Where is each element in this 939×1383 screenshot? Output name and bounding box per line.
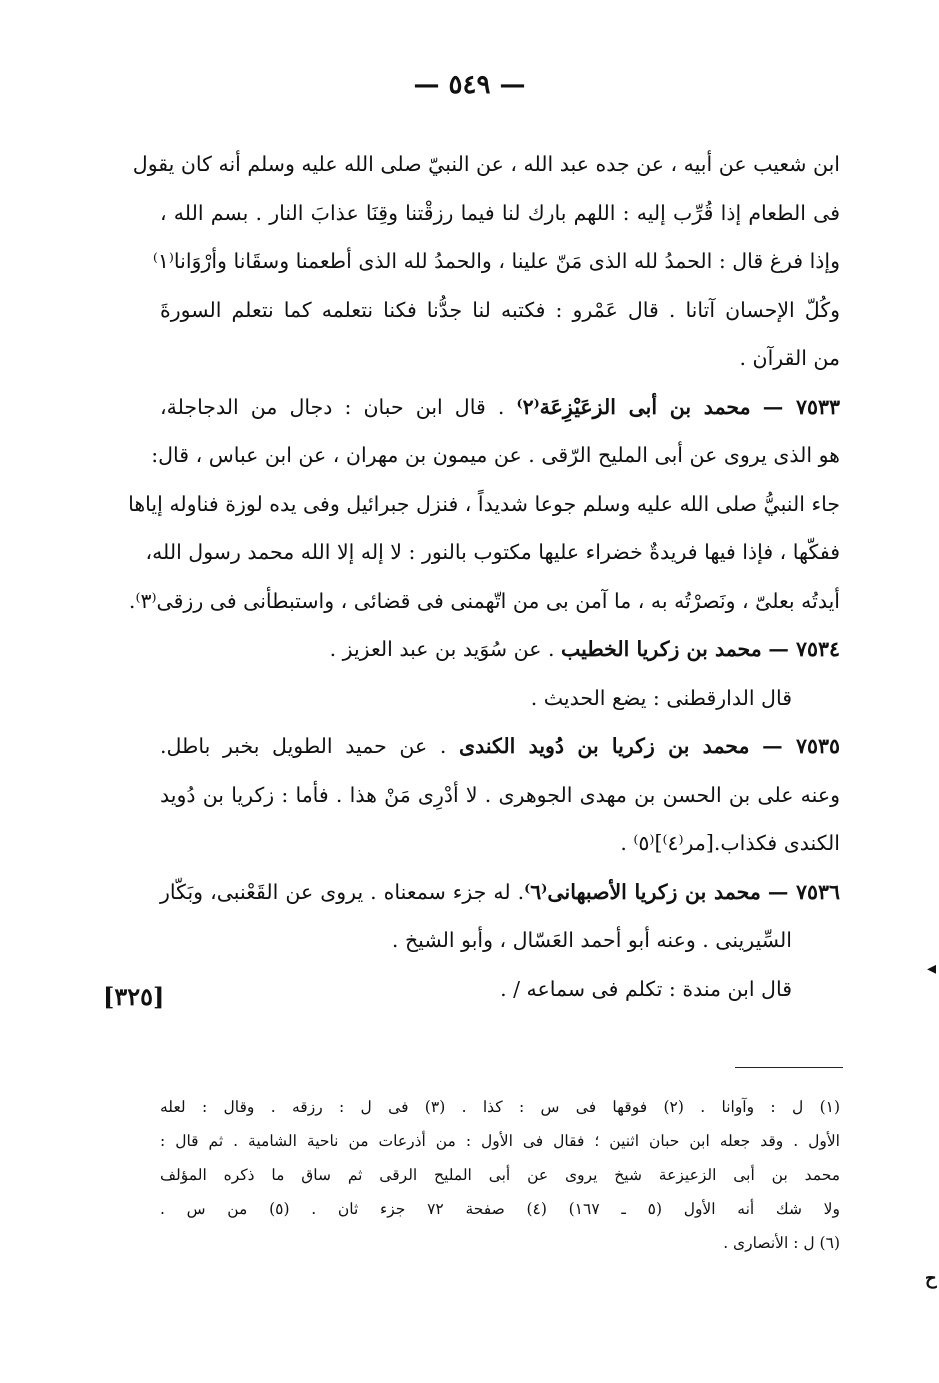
entry-number: ٧٥٣٤ — <box>768 637 840 661</box>
entry-name: محمد بن زكريا الخطيب <box>561 637 762 661</box>
line-text: . عن حميد الطويل بخبر باطل. <box>160 734 460 758</box>
entry-number: ٧٥٣٦ — <box>767 879 840 904</box>
line-text: الكندى فكذاب.[مر⁽٤⁾]⁽٥⁾ . <box>620 831 840 855</box>
footnote-line: الأول . وقد جعله ابن حبان اثنين ؛ فقال فى الأول : من أذرعات من ناحية الشامية . ثم قال : <box>160 1132 840 1150</box>
text-line <box>160 916 840 965</box>
margin-mark-arrow: ◂ <box>927 958 937 979</box>
entry-name: محمد بن زكريا بن دُويد الكندى <box>459 734 750 758</box>
text-line <box>160 286 840 335</box>
footnote-line: (٦) ل : الأنصارى . <box>723 1234 840 1252</box>
line-text: وإذا فرغ قال : الحمدُ لله الذى مَنّ علينا ، والحمدُ لله الذى أطعمنا وسقَانا وأرْوَانا⁽١⁾ <box>152 249 840 273</box>
text-line <box>151 431 840 480</box>
text-line <box>160 334 840 383</box>
text-line <box>145 528 840 577</box>
margin-page-reference: [٣٢٥] <box>103 982 165 1011</box>
page-number: — ٥٤٩ — <box>413 70 526 100</box>
line-text: وكُلّ الإحسان آتانا . قال عَمْرو : فكتبه لنا جدُّنا فكنا نتعلمه كما نتعلم السورةَ <box>160 297 840 322</box>
footnote-line: ولا شك أنه الأول (٥ ـ ١٦٧) (٤) صفحة ٧٢ جزء ثان . (٥) من س . <box>160 1200 841 1218</box>
entry-heading-line <box>160 868 840 917</box>
entry-name: محمد بن زكريا الأصبهانى⁽٦⁾ <box>524 879 761 904</box>
line-text: قال ابن مندة : تكلم فى سماعه / . <box>500 976 792 1001</box>
entry-heading-line <box>160 722 840 771</box>
line-text: وعنه على بن الحسن بن مهدى الجوهرى . لا أدْرِى مَنْ هذا . فأما : زكريا بن دُويد <box>160 782 840 807</box>
text-line <box>160 965 840 1014</box>
text-line <box>128 577 840 626</box>
text-line <box>160 771 840 820</box>
text-line <box>128 480 840 529</box>
line-text: السِّيرينى . وعنه أبو أحمد العَسّال ، وأبو الشيخ . <box>391 928 792 952</box>
text-line <box>132 140 840 189</box>
line-text: جاء النبيُّ صلى الله عليه وسلم جوعا شديداً ، فنزل جبرائيل وفى يده لوزة فناوله إياها <box>128 491 840 516</box>
line-text: . له جزء سمعناه . يروى عن القَعْنبى، وبَكّار <box>160 879 525 904</box>
text-line <box>160 674 840 723</box>
text-line <box>160 819 840 868</box>
footnote-line: محمد بن أبى الزعيزعة شيخ يروى عن أبى المليح الرقى ثم ساق ما ذكره المؤلف <box>160 1166 840 1184</box>
line-text: ففكّها ، فإذا فيها فريدةٌ خضراء عليها مكتوب بالنور : لا إله إلا الله محمد رسول الله، <box>145 540 840 564</box>
line-text: . عن سُوَيد بن عبد العزيز . <box>329 637 561 661</box>
text-line <box>160 189 840 238</box>
footnote-line: (١) ل : وآوانا . (٢) فوقها فى س : كذا . (٣) فى ل : رزقه . وقال : لعله <box>160 1098 841 1116</box>
entry-name: محمد بن أبى الزعَيْزِعَة⁽٢⁾ <box>516 394 751 419</box>
footnotes <box>160 1090 840 1260</box>
entry-number: ٧٥٣٣ — <box>762 394 840 419</box>
text-line <box>152 237 840 286</box>
line-text: أيدتُه بعلىّ ، ونَصرْتُه به ، ما آمن بى من اتّهمنى فى قضائى ، واستبطأنى فى رزقى⁽٣⁾. <box>128 588 840 613</box>
line-text: هو الذى يروى عن أبى المليح الرّقى . عن ميمون بن مهران ، عن ابن عباس ، قال: <box>151 443 840 467</box>
line-text: . قال ابن حبان : دجال من الدجاجلة، <box>160 394 517 419</box>
line-text: ابن شعيب عن أبيه ، عن جده عبد الله ، عن النبيّ صلى الله عليه وسلم أنه كان يقول <box>132 152 840 176</box>
line-text: قال الدارقطنى : يضع الحديث . <box>530 685 792 710</box>
footnote-separator <box>735 1067 843 1068</box>
line-text: من القرآن . <box>739 346 840 370</box>
entry-number: ٧٥٣٥ — <box>762 734 840 758</box>
entry-heading-line <box>160 383 840 432</box>
entry-heading-line <box>160 625 840 674</box>
margin-mark-letter: ح <box>925 1268 937 1289</box>
line-text: فى الطعام إذا قُرِّب إليه : اللهم بارك لنا فيما رزقْتنا وقِنَا عذابَ النار . بسم الله ، <box>160 200 840 225</box>
